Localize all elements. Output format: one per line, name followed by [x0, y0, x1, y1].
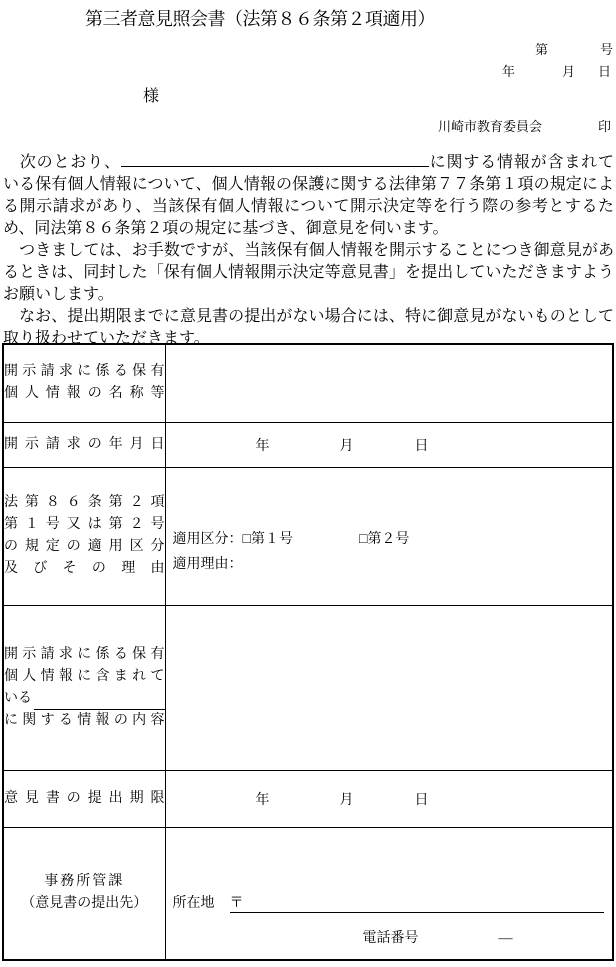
phone-line [173, 927, 605, 947]
month-label: 月 [562, 64, 576, 79]
month-label: 月 [339, 438, 354, 454]
category-label: 適用区分： [172, 532, 243, 547]
clause2-checkbox[interactable]: □ [358, 532, 368, 547]
addressee-honorific: 様 [143, 88, 160, 105]
office-content [166, 840, 613, 947]
doc-number-line [535, 39, 613, 58]
contained-info-label-line3-lead: いる [4, 690, 32, 706]
year-label: 年 [255, 792, 270, 808]
paragraph-3: なお、提出期限までに意見書の提出がない場合には、特に御意見がないものとして取り扱わせていただきます。 [3, 308, 614, 347]
clause-category-label-line3: の規定の適用区分 [4, 539, 165, 554]
address-line [173, 892, 605, 913]
address-blank-field[interactable] [230, 892, 605, 913]
document-title: 第三者意見照会書（法第８６条第２項適用） [85, 9, 435, 29]
contained-info-label-line1: 開示請求に係る保有 [4, 646, 165, 662]
contained-info-value-cell[interactable] [165, 605, 613, 770]
reason-label: 適用理由： [172, 557, 243, 572]
requested-info-name-value-cell[interactable] [165, 344, 613, 422]
request-date-value-cell[interactable] [165, 422, 613, 467]
seal-placeholder: 印 [597, 119, 611, 134]
deadline-label: 意見書の提出期限 [4, 790, 165, 806]
office-value-cell [165, 827, 613, 960]
paragraph-1 [3, 152, 614, 240]
phone-separator: ― [498, 930, 513, 946]
subject-info-blank-field[interactable] [121, 152, 429, 167]
request-date-fields [166, 435, 613, 455]
paragraph-1-lead: 次のとおり、 [3, 154, 121, 171]
request-date-label-cell [3, 422, 165, 467]
office-label-line2: （意見書の提出先） [21, 896, 148, 912]
day-label: 日 [414, 438, 429, 454]
deadline-date-fields [166, 789, 613, 809]
year-label: 年 [255, 438, 270, 454]
table-row [3, 467, 613, 605]
category-line [173, 527, 605, 552]
requested-info-name-label-cell [3, 344, 165, 422]
clause-category-label-cell [3, 467, 165, 605]
clause-category-content [166, 495, 613, 577]
addressee-name-blank-field[interactable] [10, 85, 143, 101]
request-date-label: 開示請求の年月日 [4, 436, 165, 452]
contained-info-label-line4: に関する情報の内容 [4, 712, 165, 728]
clause1-checkbox[interactable]: □ [242, 532, 251, 547]
addressee-line [10, 83, 210, 106]
clause-category-label-line4: 及びその理由 [4, 561, 165, 576]
contained-info-label-line2: 個人情報に含まれて [4, 668, 165, 684]
day-label: 日 [414, 792, 429, 808]
issue-date-line [502, 61, 613, 80]
paragraph-1-rest: に関する情報が含まれている保有個人情報について、個人情報の保護に関する法律第７７条第１項の規定による開示請求があり、当該保有個人情報について開示決定等を行う際の参考とするため、同法第８６条第２項の規定に基づき、御意見を伺います。 [3, 154, 614, 237]
paragraph-2: つきましては、お手数ですが、当該保有個人情報を開示することにつき御意見があるときは、同封した「保有個人情報開示決定等意見書」を提出していただきますようお願いします。 [3, 242, 614, 303]
doc-number-suffix: 号 [600, 42, 614, 57]
clause2-label: 第２号 [367, 532, 410, 547]
sender-line [438, 116, 611, 135]
postal-mark: 〒 [229, 895, 244, 911]
office-label-cell [3, 827, 165, 960]
phone-label: 電話番号 [362, 930, 419, 946]
table-row [3, 827, 613, 960]
deadline-value-cell[interactable] [165, 770, 613, 827]
deadline-label-cell [3, 770, 165, 827]
contained-info-blank-field[interactable] [34, 695, 165, 710]
office-label-line1: 事務所管課 [44, 874, 125, 890]
reason-line [173, 552, 605, 577]
clause-category-value-cell [165, 467, 613, 605]
contained-info-label-line3 [4, 688, 165, 710]
table-row [3, 605, 613, 770]
inquiry-form-table [2, 343, 614, 961]
body-text [3, 152, 614, 350]
requested-info-name-label-line2: 個人情報の名称等 [4, 386, 165, 402]
table-row [3, 422, 613, 467]
clause-category-label-line1: 法第８６条第２項 [4, 495, 165, 510]
year-label: 年 [502, 64, 516, 79]
table-row [3, 344, 613, 422]
doc-number-prefix: 第 [535, 42, 549, 57]
address-label: 所在地 [172, 895, 215, 911]
clause-category-label-line2: 第１号又は第２号 [4, 517, 165, 532]
contained-info-label-cell [3, 605, 165, 770]
sender-name: 川崎市教育委員会 [438, 119, 543, 134]
clause1-label: 第１号 [250, 532, 293, 547]
day-label: 日 [598, 64, 612, 79]
month-label: 月 [339, 792, 354, 808]
table-row [3, 770, 613, 827]
requested-info-name-label-line1: 開示請求に係る保有 [4, 364, 165, 380]
